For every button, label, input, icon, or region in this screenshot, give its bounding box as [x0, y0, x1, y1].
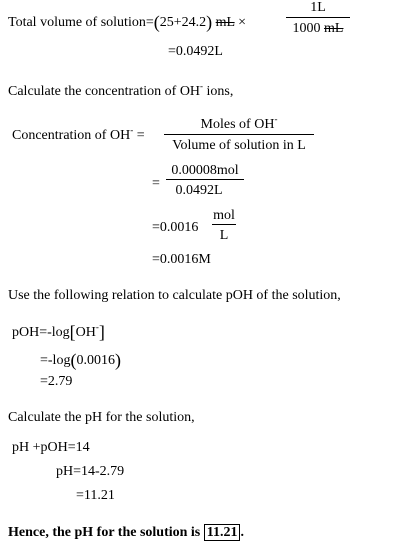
- volume-denominator: Volume of solution in L: [172, 138, 306, 153]
- moles-numerator-text: Moles of OH: [200, 117, 275, 132]
- paren-open: (: [70, 350, 77, 370]
- conclusion: [8, 525, 244, 541]
- concentration-lhs: [12, 125, 145, 144]
- equals-sign: =: [136, 128, 145, 143]
- moles-numerator: [164, 114, 314, 133]
- ph-intro: Calculate the pH for the solution,: [8, 410, 195, 425]
- concentration-result: =0.0016M: [152, 252, 211, 267]
- paren-open: (: [153, 12, 160, 32]
- fraction-bar: [212, 224, 236, 225]
- oh-charge: -: [95, 322, 99, 332]
- log-value: 0.0016: [76, 353, 115, 368]
- bracket-open: [: [69, 322, 76, 342]
- ph-substitution: pH=14-2.79: [56, 464, 125, 479]
- conversion-denominator: [286, 21, 350, 36]
- concentration-intro-tail: ions,: [203, 84, 234, 99]
- unit-numerator: mol: [213, 208, 235, 223]
- conclusion-period: .: [240, 525, 244, 540]
- fraction-bar: [286, 17, 350, 18]
- unit-denominator: L: [219, 228, 229, 243]
- volume-sum: 25+24.2: [159, 15, 207, 30]
- oh-charge: -: [200, 81, 204, 91]
- denominator-value: 1000: [292, 21, 321, 36]
- conclusion-text: Hence, the pH for the solution is: [8, 525, 201, 540]
- moles-value: 0.00008mol: [171, 163, 239, 178]
- poh-result: =2.79: [40, 374, 73, 389]
- concentration-intro-text: Calculate the concentration of OH: [8, 84, 201, 99]
- oh-symbol: OH: [75, 325, 96, 340]
- fraction-bar: [164, 134, 314, 135]
- paren-close: ): [114, 350, 121, 370]
- poh-log-step: [40, 350, 121, 369]
- log-prefix: =-log: [40, 353, 71, 368]
- concentration-intro: [8, 81, 234, 100]
- ph-result: =11.21: [76, 488, 115, 503]
- unit-ml: mL: [215, 15, 235, 30]
- times-sign: ×: [238, 15, 246, 30]
- oh-charge: -: [130, 125, 134, 135]
- conversion-numerator: 1L: [310, 0, 326, 15]
- volume-equation: [8, 12, 246, 31]
- poh-lhs: pOH=-log: [12, 325, 70, 340]
- poh-intro: Use the following relation to calculate pOH of the solution,: [8, 288, 341, 303]
- volume-lhs: Total volume of solution: [8, 15, 146, 30]
- equals-sign: =: [152, 176, 160, 191]
- answer-box: 11.21: [204, 524, 241, 541]
- fraction-bar: [166, 179, 244, 180]
- concentration-step: =0.0016: [152, 220, 199, 235]
- volume-value: 0.0492L: [175, 183, 223, 198]
- denominator-unit: mL: [324, 21, 344, 36]
- paren-close: ): [206, 12, 213, 32]
- poh-equation: [12, 322, 105, 341]
- ph-relation: pH +pOH=14: [12, 440, 90, 455]
- equals-sign: =: [145, 15, 154, 30]
- bracket-close: ]: [98, 322, 105, 342]
- volume-result: =0.0492L: [168, 44, 223, 59]
- concentration-lhs-text: Concentration of OH: [12, 128, 131, 143]
- oh-charge: -: [274, 114, 278, 124]
